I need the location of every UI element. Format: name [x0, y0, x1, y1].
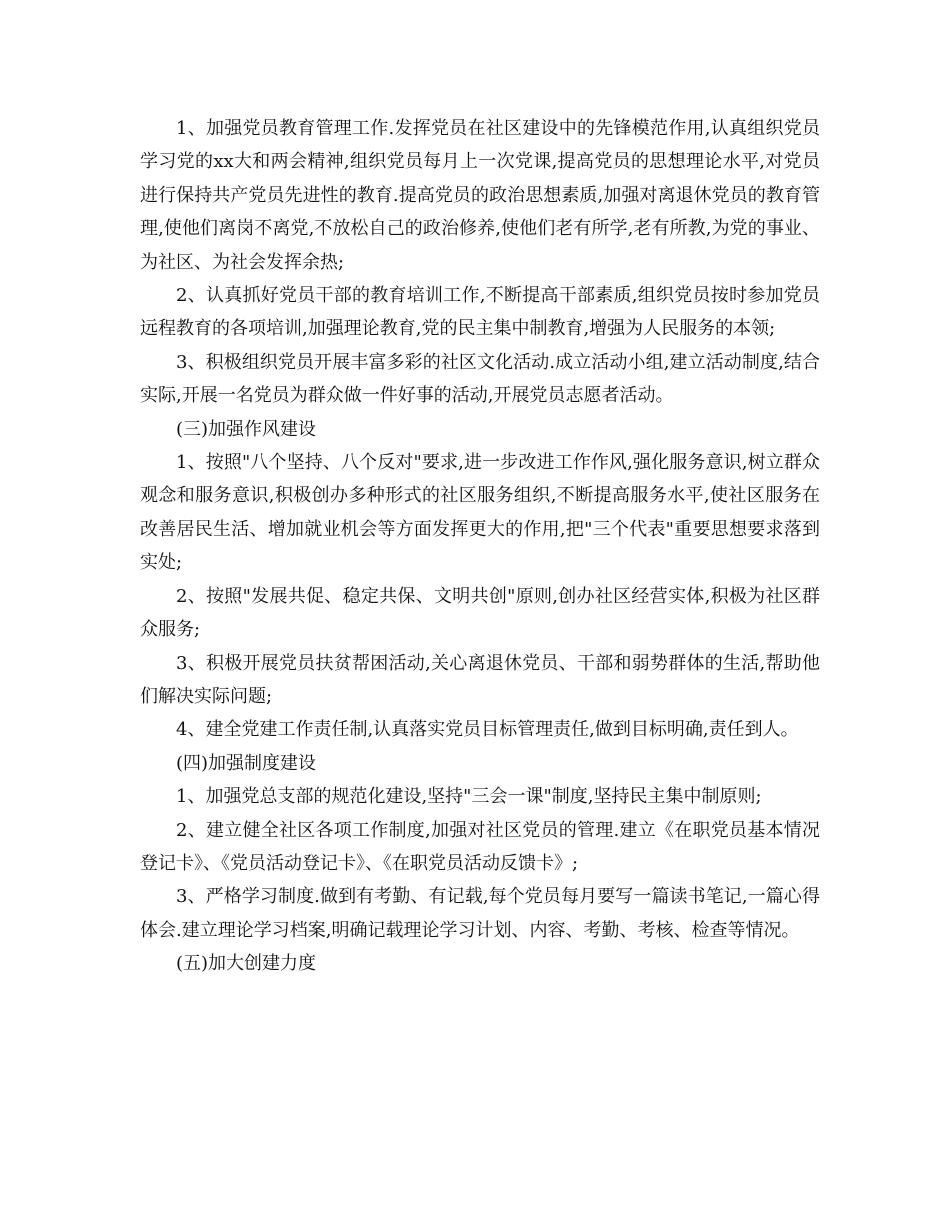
section-heading-work-style: (三)加强作风建设	[176, 418, 317, 440]
paragraph-cultural-activities: 3、积极组织党员开展丰富多彩的社区文化活动.成立活动小组,建立活动制度,结合实际,开展一名党员为群众做一件好事的活动,开展党员志愿者活动。	[140, 351, 820, 407]
paragraph-cadre-training: 2、认真抓好党员干部的教育培训工作,不断提高干部素质,组织党员按时参加党员远程教育的各项培训,加强理论教育,党的民主集中制教育,增强为人民服务的本领;	[140, 285, 820, 340]
section-heading-institutions: (四)加强制度建设	[176, 752, 317, 774]
paragraph-responsibility-system: 4、建全党建工作责任制,认真落实党员目标管理责任,做到目标明确,责任到人。	[176, 719, 799, 741]
paragraph-party-education: 1、加强党员教育管理工作.发挥党员在社区建设中的先锋模范作用,认真组织党员学习党的xx大和两会精神,组织党员每月上一次党课,提高党员的思想理论水平,对党员进行保持共产党员先进性的教育.提高党员的政治思想素质,加强对离退休党员的教育管理,使他们离岗不离党,不放松自己的政治修养,使他们老有所学,老有所教,为党的事业、为社区、为社会发挥余热;	[140, 118, 820, 273]
document-page	[140, 112, 820, 981]
section-heading-creation-efforts: (五)加大创建力度	[176, 953, 317, 975]
paragraph-service-awareness: 1、按照"八个坚持、八个反对"要求,进一步改进工作作风,强化服务意识,树立群众观念和服务意识,积极创办多种形式的社区服务组织,不断提高服务水平,使社区服务在改善居民生活、增加就业机会等方面发挥更大的作用,把"三个代表"重要思想要求落到实处;	[140, 452, 820, 574]
paragraph-study-rules: 3、严格学习制度.做到有考勤、有记载,每个党员每月要写一篇读书笔记,一篇心得体会.建立理论学习档案,明确记载理论学习计划、内容、考勤、考核、检查等情况。	[140, 886, 820, 941]
paragraph-poverty-relief: 3、积极开展党员扶贫帮困活动,关心离退休党员、干部和弱势群体的生活,帮助他们解决实际问题;	[140, 652, 820, 707]
paragraph-branch-standardization: 1、加强党总支部的规范化建设,坚持"三会一课"制度,坚持民主集中制原则;	[176, 786, 762, 808]
paragraph-work-rules: 2、建立健全社区各项工作制度,加强对社区党员的管理.建立《在职党员基本情况登记卡》、《党员活动登记卡》、《在职党员活动反馈卡》;	[140, 819, 820, 874]
paragraph-community-enterprise: 2、按照"发展共促、稳定共保、文明共创"原则,创办社区经营实体,积极为社区群众服务;	[140, 585, 820, 641]
